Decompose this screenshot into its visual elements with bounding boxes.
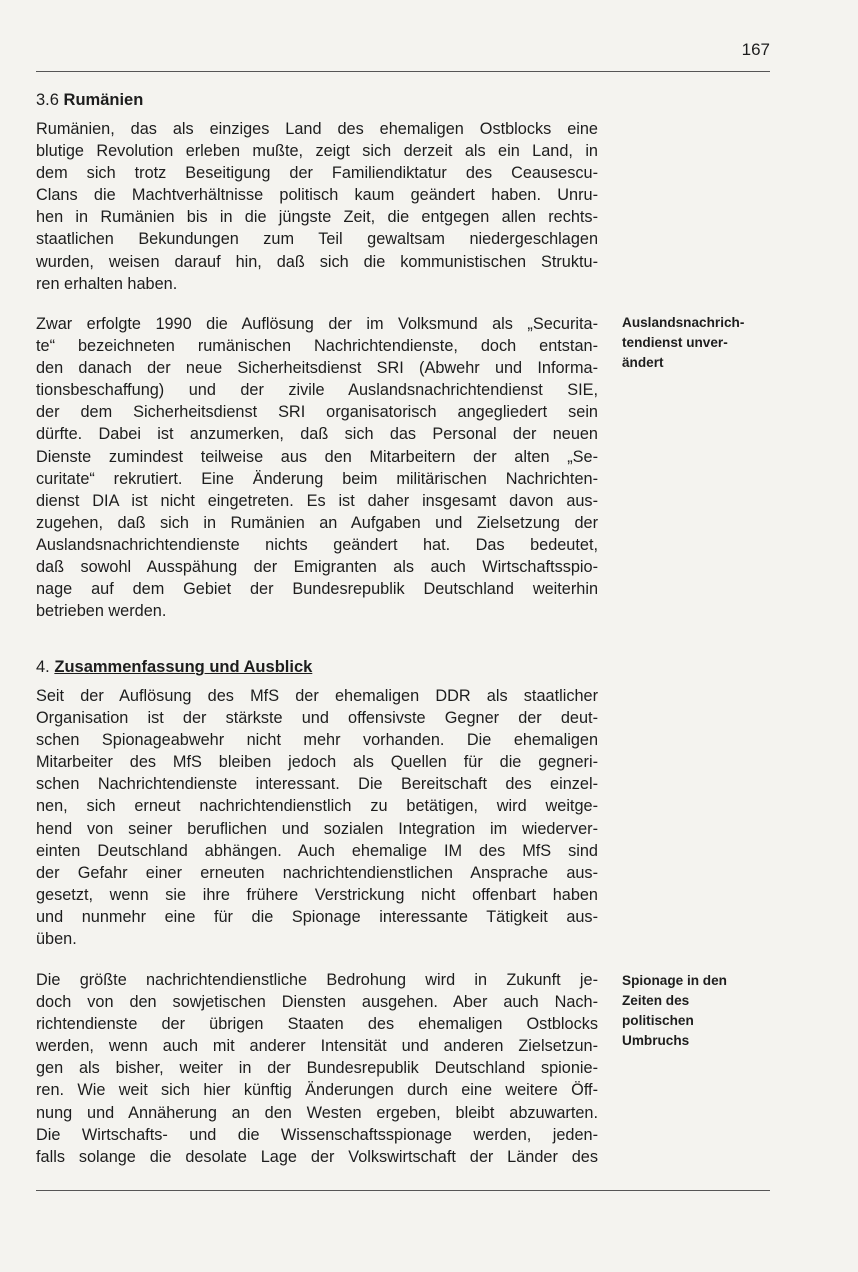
text-line: Die Wirtschafts- und die Wissenschaftsspionage werden, jeden- (36, 1125, 598, 1144)
text-line: curitate“ rekrutiert. Eine Änderung beim militärischen Nachrichten- (36, 469, 598, 488)
margin-note-line: Umbruchs (622, 1033, 690, 1048)
text-line: wurden, weisen darauf hin, daß sich die kommunistischen Struktu- (36, 252, 598, 271)
text-line: Die größte nachrichtendienstliche Bedrohung wird in Zukunft je- (36, 971, 598, 989)
text-line: Mitarbeiter des MfS bleiben jedoch als Quellen für die gegneri- (36, 753, 598, 772)
margin-note-line: politischen (622, 1013, 694, 1028)
page-number: 167 (741, 40, 770, 59)
text-line: hend von seiner beruflichen und sozialen Integration im wiederver- (36, 819, 598, 838)
section-heading-zusammenfassung (36, 656, 312, 678)
section-title: Zusammenfassung und Ausblick (54, 658, 313, 676)
section-title: Rumänien (63, 91, 144, 109)
text-line: nage auf dem Gebiet der Bundesrepublik Deutschland weiterhin (36, 580, 598, 599)
margin-note (622, 971, 772, 1051)
text-line: ren. Wie weit sich hier künftig Änderungen durch eine weitere Öff- (36, 1081, 598, 1100)
text-line: Dienste zumindest teilweise aus den Mitarbeitern der alten „Se- (36, 447, 598, 466)
text-line: staatlichen Bekundungen zum Teil gewaltsam niedergeschlagen (36, 230, 598, 249)
section-number: 3.6 (36, 91, 59, 109)
text-line: üben. (36, 930, 77, 949)
margin-note-line: Zeiten des (622, 993, 690, 1008)
text-line: den danach der neue Sicherheitsdienst SRI (Abwehr und Informa- (36, 359, 598, 378)
text-line: der Gefahr einer erneuten nachrichtendienstlichen Ansprache aus- (36, 863, 598, 882)
text-line: zugehen, daß sich in Rumänien an Aufgaben und Zielsetzung der (36, 513, 598, 532)
text-line: dem sich trotz Beseitigung der Familiendiktatur des Ceausescu- (36, 164, 598, 183)
margin-note-line: Auslandsnachrich- (622, 315, 745, 330)
section-heading-rumaenien (36, 89, 143, 111)
body-paragraph (36, 685, 598, 950)
margin-note (622, 313, 772, 373)
text-line: Clans die Machtverhältnisse politisch kaum geändert haben. Unru- (36, 186, 598, 205)
text-line: tionsbeschaffung) und der zivile Auslandsnachrichtendienst SIE, (36, 381, 598, 400)
body-paragraph (36, 118, 598, 295)
text-line: betrieben werden. (36, 602, 167, 621)
body-paragraph (36, 969, 598, 1168)
text-line: und nunmehr eine für die Spionage interessante Tätigkeit aus- (36, 907, 598, 926)
text-line: Zwar erfolgte 1990 die Auflösung der im Volksmund als „Securita- (36, 315, 598, 333)
text-line: daß sowohl Ausspähung der Emigranten als auch Wirtschaftsspio- (36, 558, 598, 577)
text-line: schen Spionageabwehr nicht mehr vorhanden. Die ehemaligen (36, 731, 598, 750)
text-line: ren erhalten haben. (36, 274, 178, 293)
text-line: einten Deutschland abhängen. Auch ehemalige IM des MfS sind (36, 841, 598, 860)
margin-note-line: tendienst unver- (622, 335, 728, 350)
text-line: Seit der Auflösung des MfS der ehemaligen DDR als staatlicher (36, 687, 598, 705)
text-line: dienst DIA ist nicht eingetreten. Es ist daher insgesamt davon aus- (36, 491, 598, 510)
text-line: nung und Annäherung an den Westen ergeben, bleibt abzuwarten. (36, 1103, 598, 1122)
section-number: 4. (36, 658, 50, 676)
text-line: Organisation ist der stärkste und offensivste Gegner der deut- (36, 709, 598, 728)
margin-note-line: ändert (622, 355, 664, 370)
text-line: Auslandsnachrichtendienste nichts geändert hat. Das bedeutet, (36, 535, 598, 554)
text-line: Rumänien, das als einziges Land des ehemaligen Ostblocks eine (36, 120, 598, 138)
margin-note-line: Spionage in den (622, 973, 727, 988)
text-line: nen, sich erneut nachrichtendienstlich zu betätigen, wird weitge- (36, 797, 598, 816)
text-line: gesetzt, wenn sie ihre frühere Verstrickung nicht offenbart haben (36, 885, 598, 904)
text-line: te“ bezeichneten rumänischen Nachrichtendienste, doch entstan- (36, 337, 598, 356)
text-line: hen in Rumänien bis in die jüngste Zeit, die entgegen allen rechts- (36, 208, 598, 227)
text-line: falls solange die desolate Lage der Volkswirtschaft der Länder des (36, 1147, 598, 1166)
text-line: gen als bisher, weiter in der Bundesrepublik Deutschland spionie- (36, 1059, 598, 1078)
text-line: dürfte. Dabei ist anzumerken, daß sich das Personal der neuen (36, 425, 598, 444)
text-line: richtendienste der übrigen Staaten des ehemaligen Ostblocks (36, 1015, 598, 1034)
text-line: der dem Sicherheitsdienst SRI organisatorisch angegliedert sein (36, 403, 598, 422)
text-line: doch von den sowjetischen Diensten ausgehen. Aber auch Nach- (36, 993, 598, 1012)
text-line: werden, wenn auch mit anderer Intensität und anderen Zielsetzun- (36, 1037, 598, 1056)
text-line: blutige Revolution erleben mußte, zeigt sich derzeit als ein Land, in (36, 142, 598, 161)
footer-rule (36, 1190, 770, 1191)
header-rule (36, 71, 770, 72)
text-line: schen Nachrichtendienste interessant. Die Bereitschaft des einzel- (36, 775, 598, 794)
body-paragraph (36, 313, 598, 622)
